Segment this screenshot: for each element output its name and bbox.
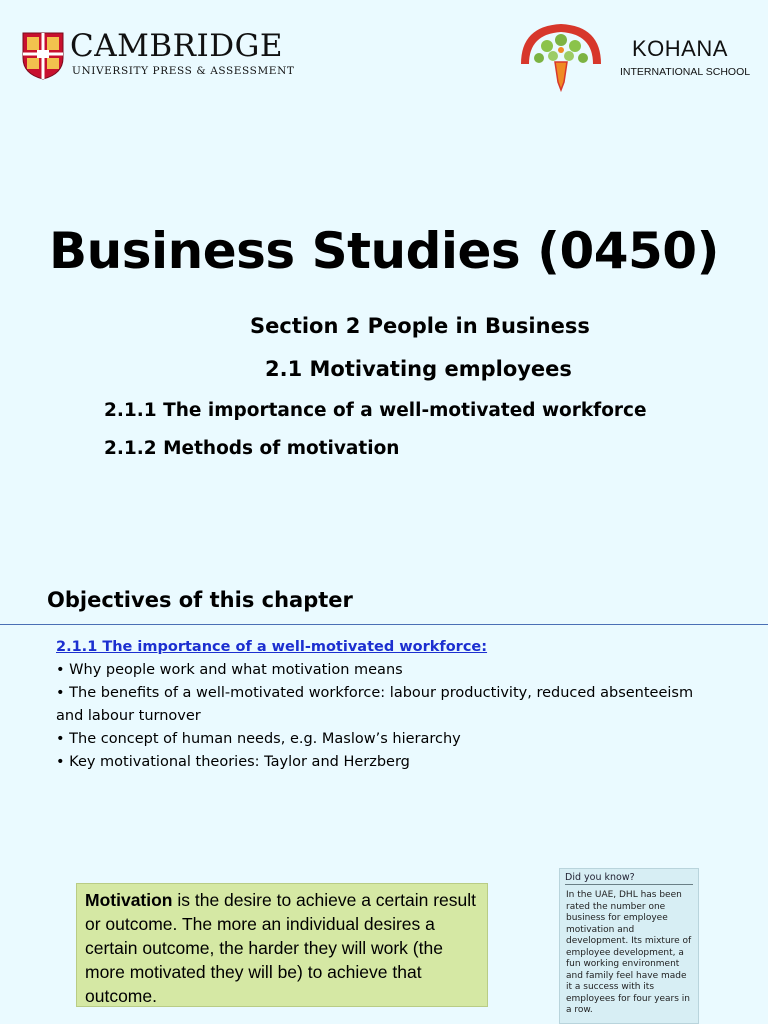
list-item: • Why people work and what motivation means <box>56 662 403 678</box>
definition-text: is the desire to achieve a certain result or outcome. The more an individual desires a certain outcome, the harder they will work (the more motivated they will be) to achieve that outcome. <box>85 890 476 1006</box>
cambridge-subtitle: UNIVERSITY PRESS & ASSESSMENT <box>72 65 295 77</box>
objectives-list <box>56 636 716 774</box>
did-you-know-box <box>559 868 699 1024</box>
topic-item: 2.1.2 Methods of motivation <box>104 438 400 459</box>
topic-item: 2.1.1 The importance of a well-motivated workforce <box>104 400 647 421</box>
section-title: Section 2 People in Business <box>250 314 590 338</box>
kohana-subtitle: INTERNATIONAL SCHOOL <box>620 66 751 78</box>
did-you-know-title: Did you know? <box>565 872 693 885</box>
chapter-subtitle: 2.1 Motivating employees <box>265 357 572 381</box>
kohana-name: KOHANA <box>632 36 728 61</box>
page-title: Business Studies (0450) <box>49 222 719 280</box>
divider <box>0 624 768 625</box>
definition-term: Motivation <box>85 890 173 910</box>
cambridge-shield-icon <box>22 32 64 80</box>
kohana-tree-icon <box>515 20 607 96</box>
objectives-link[interactable]: 2.1.1 The importance of a well-motivated workforce: <box>56 639 488 655</box>
definition-box <box>76 883 488 1007</box>
cambridge-name: CAMBRIDGE <box>70 28 283 64</box>
did-you-know-text: In the UAE, DHL has been rated the number one business for employee motivation and development. Its mixture of employee development, a fun working environment and family feel have made it a success with its employees for four years in a row. <box>566 890 692 1015</box>
list-item: • The concept of human needs, e.g. Maslow’s hierarchy <box>56 731 461 747</box>
list-item: • Key motivational theories: Taylor and Herzberg <box>56 754 410 770</box>
list-item: • The benefits of a well-motivated workforce: labour productivity, reduced absenteeism and labour turnover <box>56 685 694 724</box>
cambridge-logo <box>22 30 312 82</box>
objectives-heading: Objectives of this chapter <box>47 588 353 612</box>
